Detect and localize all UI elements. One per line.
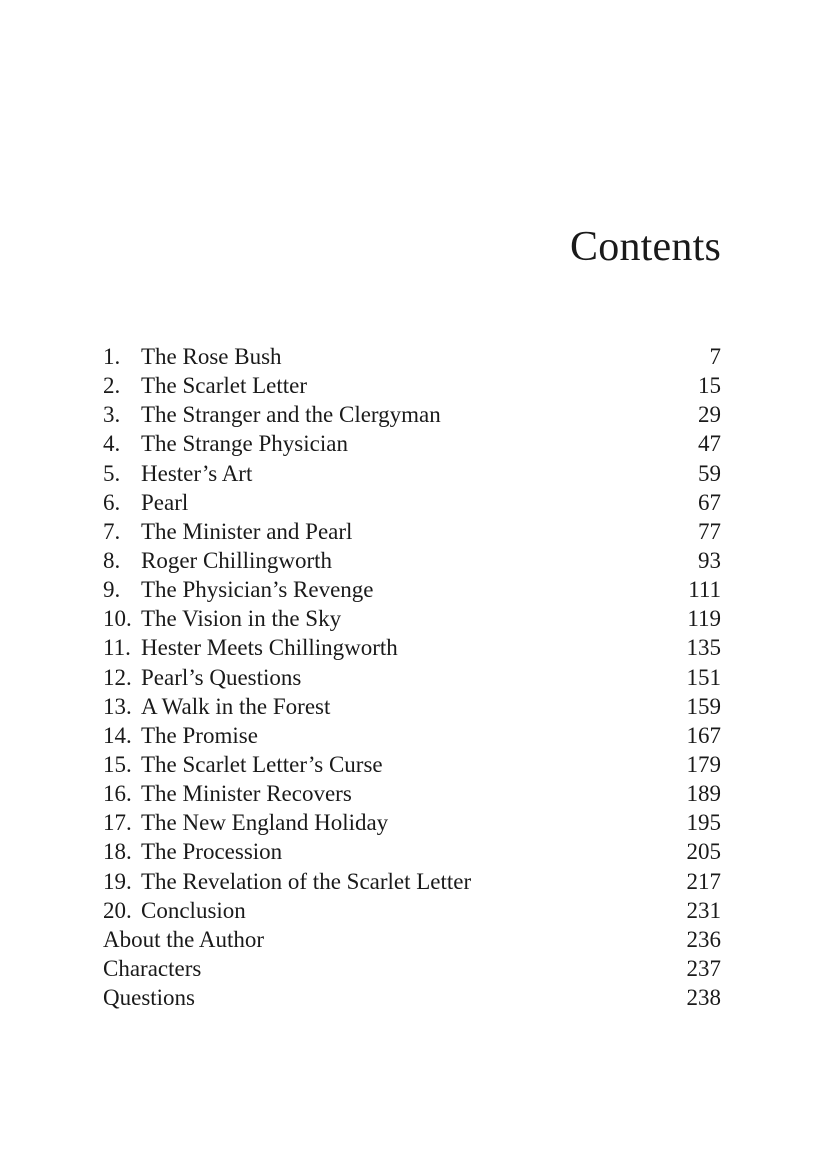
toc-entry-title: Conclusion — [141, 897, 246, 923]
toc-entry-title: Questions — [103, 985, 195, 1011]
toc-entry — [103, 342, 721, 371]
toc-entry-number: 20. — [103, 897, 132, 923]
toc-entry-number: 19. — [103, 868, 132, 894]
toc-entry-number: 12. — [103, 664, 132, 690]
toc-entry-title: Hester Meets Chillingworth — [141, 635, 398, 661]
toc-entry-page-number: 29 — [698, 402, 721, 428]
toc-entry-page-number: 7 — [709, 344, 721, 369]
toc-entry-page-number: 111 — [688, 577, 721, 603]
toc-entry-number: 4. — [103, 431, 121, 457]
toc-entry-number: 6. — [103, 489, 121, 515]
toc-entry-page-number: 205 — [686, 839, 721, 865]
toc-entry-page-number: 231 — [686, 897, 721, 923]
toc-entry — [103, 692, 721, 721]
toc-entry — [103, 429, 721, 458]
toc-entry-title: The Stranger and the Clergyman — [141, 402, 441, 428]
toc-entry-number: 10. — [103, 606, 132, 632]
toc-entry — [103, 779, 721, 808]
toc-entry-page-number: 179 — [686, 751, 721, 777]
toc-entry-number: 8. — [103, 547, 121, 573]
toc-entry-page-number: 151 — [686, 664, 721, 690]
toc-entry — [103, 575, 721, 604]
toc-entry-page-number: 159 — [686, 693, 721, 719]
toc-entry — [103, 867, 721, 896]
toc-entry-title: The Scarlet Letter’s Curse — [141, 751, 383, 777]
toc-entry-title: The Minister Recovers — [141, 781, 352, 807]
toc-entry-page-number: 135 — [686, 635, 721, 661]
toc-entry-title: The Procession — [141, 839, 283, 865]
toc-entry-page-number: 47 — [698, 431, 721, 457]
toc-entry-title: Pearl’s Questions — [141, 664, 302, 690]
toc-entry-page-number: 67 — [698, 489, 721, 515]
toc-entry-page-number: 15 — [698, 373, 721, 399]
toc-entry-number: 2. — [103, 373, 121, 399]
toc-entry — [103, 633, 721, 662]
toc-entry-page-number: 238 — [686, 985, 721, 1011]
toc-entry — [103, 896, 721, 925]
toc-entry-title: Hester’s Art — [141, 460, 253, 486]
toc-entry-number: 11. — [103, 635, 131, 661]
toc-entry-title: About the Author — [103, 926, 264, 952]
toc-entry — [103, 459, 721, 488]
toc-entry-title: The Promise — [141, 722, 258, 748]
toc-entry-page-number: 189 — [686, 781, 721, 807]
page-title: Contents — [570, 224, 721, 270]
toc-entry-number: 15. — [103, 751, 132, 777]
table-of-contents — [103, 342, 721, 1012]
toc-entry-title: The New England Holiday — [141, 810, 389, 836]
toc-entry — [103, 400, 721, 429]
toc-entry — [103, 837, 721, 866]
toc-entry-title: Roger Chillingworth — [141, 547, 333, 573]
toc-entry-number: 1. — [103, 344, 121, 369]
toc-entry-number: 9. — [103, 577, 121, 603]
toc-entry-title: Pearl — [141, 489, 189, 515]
toc-entry — [103, 925, 721, 954]
toc-entry-page-number: 195 — [686, 810, 721, 836]
toc-entry-number: 13. — [103, 693, 132, 719]
toc-entry — [103, 546, 721, 575]
toc-entry-number: 3. — [103, 402, 121, 428]
toc-entry — [103, 808, 721, 837]
toc-entry-number: 7. — [103, 518, 121, 544]
toc-entry-page-number: 59 — [698, 460, 721, 486]
toc-entry-number: 17. — [103, 810, 132, 836]
toc-entry-title: The Revelation of the Scarlet Letter — [141, 868, 472, 894]
toc-entry-page-number: 119 — [687, 606, 721, 632]
toc-entry-number: 14. — [103, 722, 132, 748]
toc-entry-title: The Strange Physician — [141, 431, 348, 457]
toc-entry-page-number: 236 — [686, 926, 721, 952]
toc-entry — [103, 488, 721, 517]
toc-entry — [103, 750, 721, 779]
toc-entry-number: 18. — [103, 839, 132, 865]
toc-entry — [103, 604, 721, 633]
toc-entry-page-number: 77 — [698, 518, 721, 544]
toc-entry — [103, 517, 721, 546]
toc-entry-page-number: 167 — [686, 722, 721, 748]
toc-entry-title: The Rose Bush — [141, 344, 282, 369]
toc-entry-title: The Scarlet Letter — [141, 373, 308, 399]
toc-entry — [103, 983, 721, 1012]
toc-entry-number: 16. — [103, 781, 132, 807]
toc-entry — [103, 954, 721, 983]
toc-entry — [103, 371, 721, 400]
toc-entry-title: The Vision in the Sky — [141, 606, 342, 632]
toc-entry-number: 5. — [103, 460, 121, 486]
toc-entry-title: The Minister and Pearl — [141, 518, 353, 544]
toc-entry — [103, 663, 721, 692]
toc-entry-title: A Walk in the Forest — [141, 693, 331, 719]
toc-entry-title: Characters — [103, 955, 202, 981]
toc-entry-title: The Physician’s Revenge — [141, 577, 374, 603]
toc-entry-page-number: 93 — [698, 547, 721, 573]
toc-entry — [103, 721, 721, 750]
toc-entry-page-number: 237 — [686, 955, 721, 981]
toc-entry-page-number: 217 — [686, 868, 721, 894]
